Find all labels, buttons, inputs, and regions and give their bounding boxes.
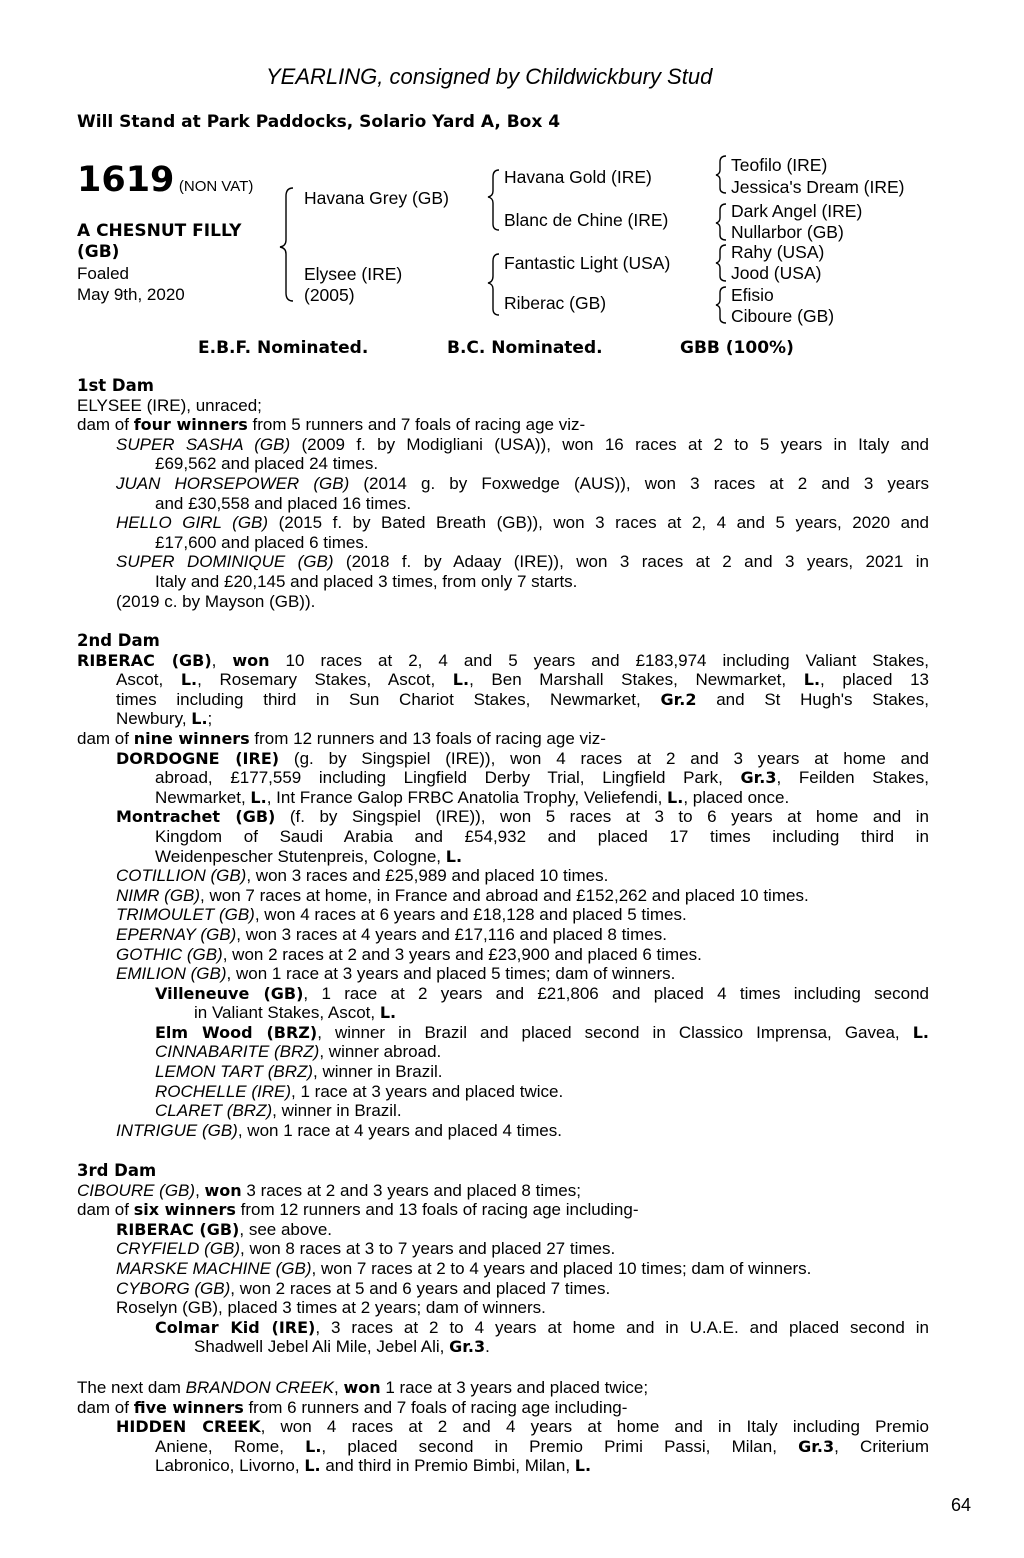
vat-status: (NON VAT) [178,178,254,195]
grand-offspring-entry: Colmar Kid (IRE), 3 races at 2 to 4 years at home and in U.A.E. and placed second in [155,1317,929,1337]
lot-description: A CHESNUT FILLY [77,221,242,241]
dam-line-cont: times including third in Sun Chariot Stakes, Newmarket, Gr.2 and St Hugh's Stakes, [116,689,929,709]
offspring-entry-cont: and £30,558 and placed 16 times. [155,493,412,513]
foaled-label: Foaled [77,264,129,283]
offspring-entry: DORDOGNE (IRE) (g. by Singspiel (IRE)), won 4 races at 2 and 3 years at home and [116,748,929,768]
offspring-entry: CYBORG (GB), won 2 races at 5 and 6 years and placed 7 times. [116,1278,611,1298]
brace-g2 [716,204,726,240]
brace-g4 [716,287,726,323]
stand-location: Will Stand at Park Paddocks, Solario Yard A, Box 4 [77,112,561,132]
offspring-entry: CRYFIELD (GB), won 8 races at 3 to 7 years and placed 27 times. [116,1239,616,1259]
brace-g1 [716,156,726,193]
offspring-entry: INTRIGUE (GB), won 1 race at 4 years and placed 4 times. [116,1120,562,1140]
offspring-entry-cont: abroad, £177,559 including Lingfield Derby Trial, Lingfield Park, Gr.3, Feilden Stakes, [155,768,929,788]
offspring-entry: TRIMOULET (GB), won 4 races at 6 years and £18,128 and placed 5 times. [116,905,687,925]
dam-line: CIBOURE (GB), won 3 races at 2 and 3 years and placed 8 times; [77,1180,581,1200]
offspring-entry-cont: £69,562 and placed 24 times. [155,454,379,474]
lot-number: 1619 [77,160,175,200]
pedigree-sire-dam: Blanc de Chine (IRE) [504,210,669,230]
section-heading: 1st Dam [77,376,154,395]
page-number: 64 [950,1495,971,1515]
dam-line-cont: Newbury, L.; [116,709,213,729]
produce-summary: dam of six winners from 12 runners and 13 foals of racing age including- [77,1200,639,1220]
pedigree-g3: Dark Angel (IRE) [731,201,863,221]
offspring-entry-cont: Kingdom of Saudi Arabia and £54,932 and placed 17 times including third in [155,826,929,846]
pedigree-dam: Elysee (IRE) [304,264,403,284]
offspring-entry-cont: £17,600 and placed 6 times. [155,532,369,552]
offspring-entry: COTILLION (GB), won 3 races and £25,989 and placed 10 times. [116,866,609,886]
produce-summary: dam of nine winners from 12 runners and 13 foals of racing age viz- [77,728,606,748]
pedigree-g4: Nullarbor (GB) [731,222,844,242]
pedigree-g6: Jood (USA) [731,263,822,283]
offspring-entry: HELLO GIRL (GB) (2015 f. by Bated Breath (GB)), won 3 races at 2, 4 and 5 years, 2020 and [116,513,929,533]
offspring-entry: HIDDEN CREEK, won 4 races at 2 and 4 years at home and in Italy including Premio [116,1417,930,1437]
offspring-entry: SUPER DOMINIQUE (GB) (2018 f. by Adaay (IRE)), won 3 races at 2 and 3 years, 2021 in [116,552,929,572]
offspring-entry: JUAN HORSEPOWER (GB) (2014 g. by Foxwedge (AUS)), won 3 races at 2 and 3 years [116,473,929,493]
dam-line: ELYSEE (IRE), unraced; [77,395,262,415]
pedigree-g2: Jessica's Dream (IRE) [731,177,905,197]
pedigree-dam-sire: Fantastic Light (USA) [504,253,671,273]
grand-offspring-entry-cont: in Valiant Stakes, Ascot, L. [194,1003,397,1023]
dam-line-cont: Ascot, L., Rosemary Stakes, Ascot, L., Ben Marshall Stakes, Newmarket, L., placed 13 [116,670,929,690]
pedigree-g5: Rahy (USA) [731,242,825,262]
offspring-entry: NIMR (GB), won 7 races at home, in France and abroad and £152,262 and placed 10 times. [116,885,809,905]
grand-offspring-entry-cont: Shadwell Jebel Ali Mile, Jebel Ali, Gr.3. [194,1337,490,1357]
brace-g3 [716,245,726,281]
pedigree-sire: Havana Grey (GB) [304,188,449,208]
grand-offspring-entry: Villeneuve (GB), 1 race at 2 years and £21,806 and placed 4 times including second [155,983,929,1003]
offspring-entry-cont: Aniene, Rome, L., placed second in Premio Primi Passi, Milan, Gr.3, Criterium [155,1436,929,1456]
produce-summary: dam of five winners from 6 runners and 7 foals of racing age including- [77,1397,628,1417]
bc-nomination: B.C. Nominated. [447,338,603,358]
third-dam-section [77,1161,929,1357]
next-dam-section [77,1378,929,1476]
grand-offspring-entry: CLARET (BRZ), winner in Brazil. [155,1101,402,1121]
offspring-entry: MARSKE MACHINE (GB), won 7 races at 2 to 4 years and placed 10 times; dam of winners. [116,1258,812,1278]
brace-sire [488,170,499,230]
brace-main [280,188,293,301]
second-dam-section [77,631,929,1140]
grand-offspring-entry: ROCHELLE (IRE), 1 race at 3 years and placed twice. [155,1081,564,1101]
offspring-entry-cont: Newmarket, L., Int France Galop FRBC Anatolia Trophy, Veliefendi, L., placed once. [155,787,790,807]
pedigree-g7: Efisio [731,285,774,305]
pedigree-dam-year: (2005) [304,285,355,305]
gbb-rating: GBB (100%) [680,338,794,358]
offspring-entry: Roselyn (GB), placed 3 times at 2 years; dam of winners. [116,1298,546,1318]
offspring-entry: EMILION (GB), won 1 race at 3 years and placed 5 times; dam of winners. [116,964,676,984]
dam-line: RIBERAC (GB), won 10 races at 2, 4 and 5 years and £183,974 including Valiant Stakes, [77,650,930,670]
foaled-date: May 9th, 2020 [77,285,185,304]
pedigree-g8: Ciboure (GB) [731,306,835,326]
brace-dam [488,254,499,315]
first-dam-section [77,376,929,611]
offspring-entry: Montrachet (GB) (f. by Singspiel (IRE)), won 5 races at 3 to 6 years at home and in [116,807,930,827]
pedigree-sire-sire: Havana Gold (IRE) [504,167,652,187]
produce-summary: dam of four winners from 5 runners and 7 foals of racing age viz- [77,415,586,435]
section-heading: 3rd Dam [77,1161,157,1180]
grand-offspring-entry: Elm Wood (BRZ), winner in Brazil and placed second in Classico Imprensa, Gavea, L. [155,1022,929,1042]
grand-offspring-entry: CINNABARITE (BRZ), winner abroad. [155,1042,442,1062]
offspring-entry-cont: Labronico, Livorno, L. and third in Premio Bimbi, Milan, L. [155,1456,592,1476]
section-heading: 2nd Dam [77,631,160,650]
grand-offspring-entry: LEMON TART (BRZ), winner in Brazil. [155,1062,443,1082]
offspring-entry: EPERNAY (GB), won 3 races at 4 years and £17,116 and placed 8 times. [116,924,667,944]
ebf-nomination: E.B.F. Nominated. [198,338,369,358]
dam-line: The next dam BRANDON CREEK, won 1 race at 3 years and placed twice; [77,1378,649,1397]
offspring-entry-cont: Italy and £20,145 and placed 3 times, from only 7 starts. [155,571,578,591]
offspring-entry: GOTHIC (GB), won 2 races at 2 and 3 years and £23,900 and placed 6 times. [116,944,702,964]
pedigree-dam-dam: Riberac (GB) [504,293,607,313]
offspring-entry: SUPER SASHA (GB) (2009 f. by Modigliani (USA)), won 16 races at 2 to 5 years in Italy and [116,434,929,454]
lot-description-origin: (GB) [77,242,120,262]
offspring-entry-cont: Weidenpescher Stutenpreis, Cologne, L. [155,846,463,866]
offspring-entry: (2019 c. by Mayson (GB)). [116,591,316,611]
pedigree-g1: Teofilo (IRE) [731,155,828,175]
catalogue-header: YEARLING, consigned by Childwickbury Stud [266,64,713,89]
offspring-entry: RIBERAC (GB), see above. [116,1219,332,1239]
